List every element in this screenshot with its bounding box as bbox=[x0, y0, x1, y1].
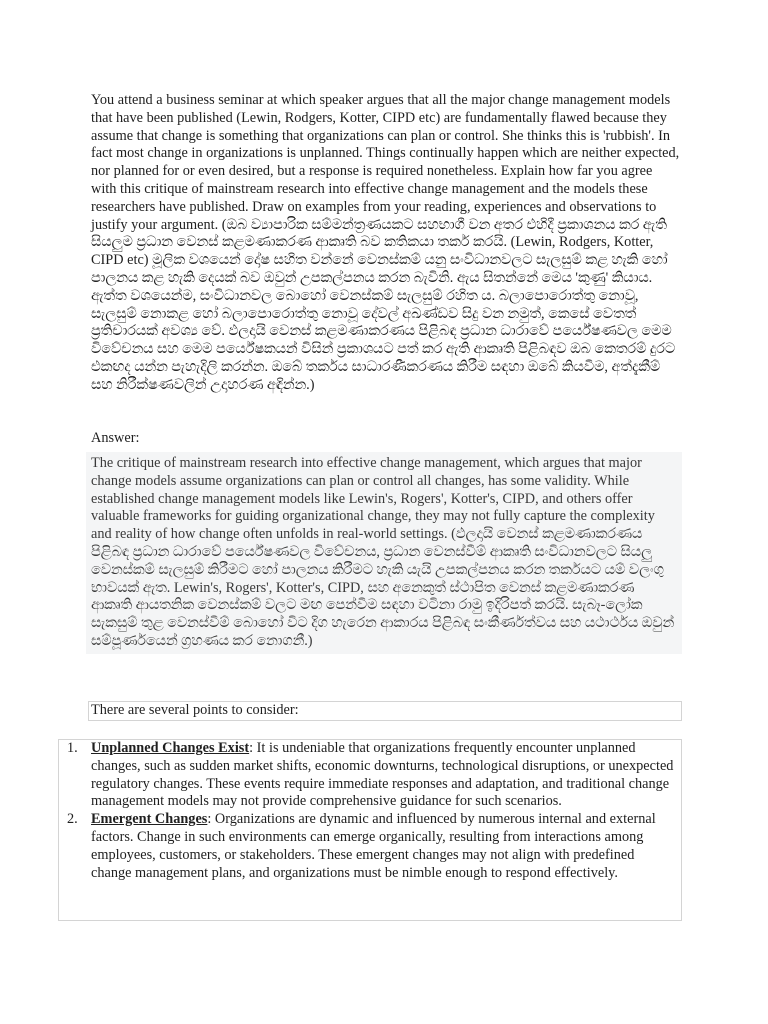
list-item-title: Emergent Changes bbox=[91, 811, 208, 828]
list-item-number: 2. bbox=[67, 811, 78, 828]
answer-label: Answer: bbox=[91, 430, 140, 446]
list-item-text: : Organizations are dynamic and influenced by numerous internal and external factors. Change in such environments can emerge organically, resulting from interactions among employees, customers, or stakeholders. These emergent changes may not align with predefined change management plans, and organizations must be nimble enough to respond effectively. bbox=[91, 811, 656, 881]
list-item-text: : It is undeniable that organizations frequently encounter unplanned changes, such as sudden market shifts, economic downturns, technological disruptions, or unexpected regulatory changes. These events require immediate responses and adaptation, and traditional change management models may not provide comprehensive guidance for such scenarios. bbox=[91, 740, 674, 810]
list-item-number: 1. bbox=[67, 740, 78, 756]
answer-paragraph: The critique of mainstream research into effective change management, which argues that major change models assume organizations can plan or control all changes, has some validity. While established change management models like Lewin's, Rogers', Kotter's, CIPD, and others offer valuable frameworks for guiding organizational change, they may not fully capture the complexity and reality of how change often unfolds in real-world settings. (ඵලදායි වෙනස් කළමණාකරණය පිළිබඳ ප්‍රධාන ධාරාවේ පර්යේෂණවල විවේචනය, ප්‍රධාන වෙනස්වීම් ආකෘති සංවිධානවලට සියලු වෙනස්කම් සැලසුම් කිරීමට හෝ පාලනය කිරීමට හැකි යැයි උපකල්පනය කරන තර්කයට යම් වලංගු භාවයක් ඇත. Lewin's, Rogers', Kotter's, CIPD, සහ අනෙකුත් ස්ථාපිත වෙනස් කළමණාකරණ ආකෘති ආයතනික වෙනස්කම් වලට මඟ පෙන්වීම සඳහා වටිනා රාමු ඉදිරිපත් කරයි. සැබෑ-ලෝක සැකසුම් තුළ වෙනස්වීම් බොහෝ විට දිග හැරෙන ආකාරය පිළිබඳ සංකීර්ණත්වය සහ යථාර්ථය ඔවුන් සම්පූර්ණයෙන් ග්‍රහණය කර නොගනී.) bbox=[91, 455, 675, 649]
list-item-title: Unplanned Changes Exist bbox=[91, 740, 250, 756]
list-item bbox=[60, 740, 676, 811]
question-paragraph: You attend a business seminar at which speaker argues that all the major change management models that have been published (Lewin, Rodgers, Kotter, CIPD etc) are fundamentally flawed because they assume that change is something that organizations can plan or control. She thinks this is 'rubbish'. In fact most change in organizations is unplanned. Things continually happen which are neither expected, nor planned for or even desired, but a response is required nonetheless. Explain how far you agree with this critique of mainstream research into effective change management and the models these researchers have published. Draw on examples from your reading, experiences and observations to justify your argument. (ඔබ ව්‍යාපාරික සම්මන්ත්‍රණයකට සහභාගී වන අතර එහිදී ප්‍රකාශනය කර ඇති සියලුම ප්‍රධාන වෙනස් කළමණාකරණ ආකෘති බව කතිකයා තර්ක කරයි. (Lewin, Rodgers, Kotter, CIPD etc) මූලික වශයෙන් දෝෂ සහිත වන්නේ වෙනස්කම් යනු සංවිධානවලට සැලසුම් කළ හැකි හෝ පාලනය කළ හැකි දෙයක් බව ඔවුන් උපකල්පනය කරන බැවිනි. ඇය සිතන්නේ මෙය 'කුණු' කියාය. ඇත්ත වශයෙන්ම, සංවිධානවල බොහෝ වෙනස්කම් සැලසුම් රහිත ය. බලාපොරොත්තු නොවූ, සැලසුම් නොකළ හෝ බලාපොරොත්තු නොවූ දේවල් අඛණ්ඩව සිදු වන නමුත්, කෙසේ වෙතත් ප්‍රතිචාරයක් අවශ්‍ය වේ. ඵලදායි වෙනස් කළමණාකරණය පිළිබඳ ප්‍රධාන ධාරාවේ පර්යේෂණවල මෙම විවේචනය සහ මෙම පර්යේෂකයන් විසින් ප්‍රකාශයට පත් කර ඇති ආකෘති පිළිබඳව ඔබ කෙතරම් දුරට එකඟද යන්න පැහැදිලි කරන්න. ඔබේ තර්කය සාධාරණීකරණය කිරීම සඳහා ඔබේ කියවීම, අත්දැකීම් සහ නිරීක්ෂණවලින් උදාහරණ අඳින්න.) bbox=[91, 92, 680, 393]
points-list bbox=[60, 740, 676, 882]
points-intro: There are several points to consider: bbox=[91, 702, 299, 718]
list-item bbox=[60, 811, 676, 882]
